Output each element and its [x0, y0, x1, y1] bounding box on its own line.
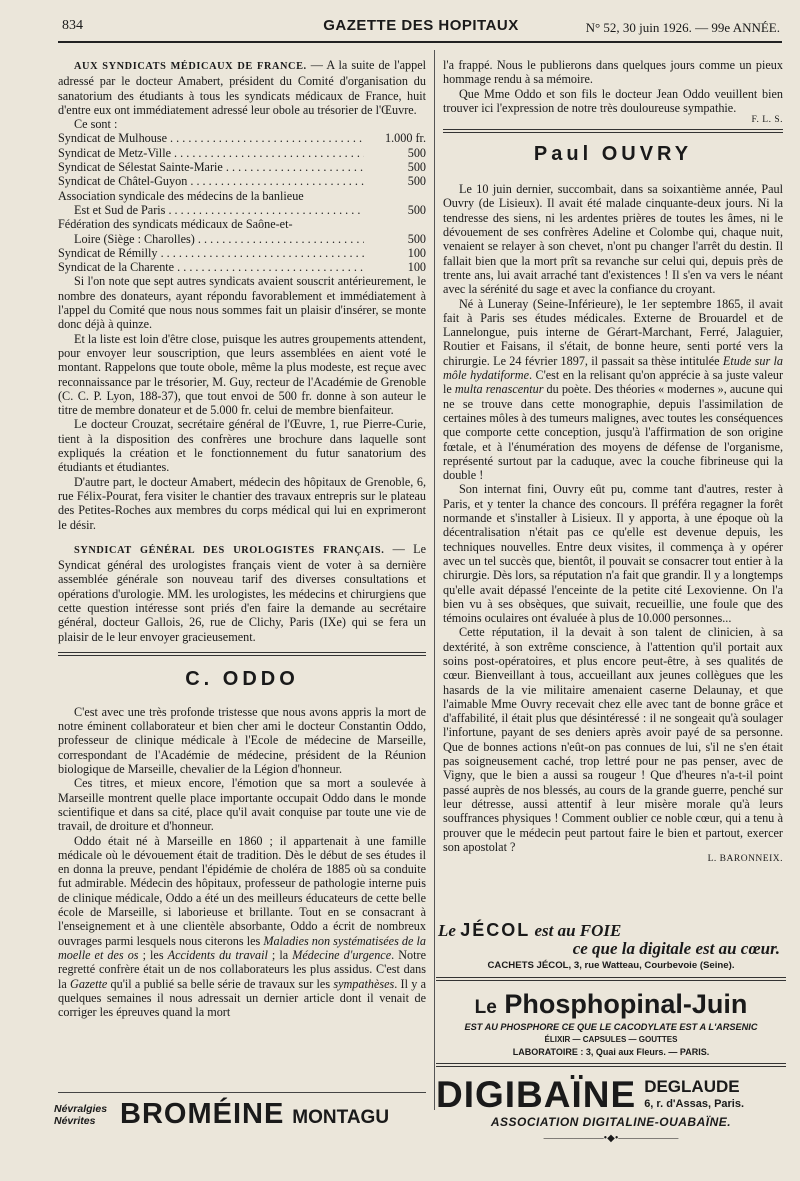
list-item: Syndicat de Sélestat Sainte-Marie . . . 500: [58, 160, 426, 174]
urologists-paragraph: SYNDICAT GÉNÉRAL DES UROLOGISTES FRANÇAIS. — Le Syndicat général des urologistes français vient de voter à sa dernière assemblée générale son nouveau tarif des diverses consultations et opérations d'urologie. MM. les urologistes, les médecins et chirurgiens que cette question intéresse sont priés d'en faire la demande au secrétaire général, docteur Gallois, 26, rue de Clichy, Paris (IXe) qui se fera un plaisir de le leur envoyer gracieusement.: [58, 541, 426, 644]
paragraph: Le docteur Crouzat, secrétaire général de l'Œuvre, 1, rue Pierre-Curie, tient à la disposition des confrères une brochure dans laquelle sont expliqués la création et le fonctionnement du futur sanatorium des étudiants et étudiantes.: [58, 417, 426, 475]
bromeine-ad: [54, 1098, 426, 1131]
paragraph: Le 10 juin dernier, succombait, dans sa soixantième année, Paul Ouvry (de Lisieux). Il avait été malade cinquante-deux jours. Ni la tendresse des siens, ni les ardentes prières de toutes les âmes, ni le dévouement de ses confrères Adeline et Colombe qui, chaque nuit, venaient se relayer à son chevet, n'ont pu changer l'arrêt du destin. Il fallait bien que la mort prît sa revanche sur celui qui, depuis près de trente ans, lui avait arraché tant d'existences ! Il s'en va vers le néant avec la sérénité du sage et avec la confiance du croyant.: [443, 182, 783, 297]
paragraph: Si l'on note que sept autres syndicats avaient souscrit antérieurement, le nombre des donateurs, ayant répondu favorablement et immédiatement à l'appel du Comité que nous nous sommes fait un plaisir d'insérer, se monte donc déjà à quinze.: [58, 274, 426, 332]
page-header: [62, 14, 780, 40]
paragraph: l'a frappé. Nous le publierons dans quelques jours comme un pieux hommage rendu à sa mémoire.: [443, 58, 783, 87]
phosphopinal-slogan: EST AU PHOSPHORE CE QUE LE CACODYLATE EST A L'ARSENIC: [464, 1022, 758, 1032]
digibaine-maker: DEGLAUDE: [644, 1076, 740, 1096]
bottom-rule: [58, 1092, 426, 1093]
list-item: Syndicat de Mulhouse . . . 1.000 fr.: [58, 131, 426, 145]
paragraph: D'autre part, le docteur Amabert, médecin des hôpitaux de Grenoble, 6, rue Félix-Pourat, fera visiter le chantier des travaux entrepris sur le plateau des Petites-Roches aux membres du corps médical qui lui en exprimeront le désir.: [58, 474, 426, 532]
paragraph: C'est avec une très profonde tristesse que nous avons appris la mort de notre éminent collaborateur et bien cher ami le docteur Constantin Oddo, professeur de clinique médicale à l'Ecole de médecine de Marseille, correspondant de l'Académie de médecine, président de la Réunion biologique de Marseille, chevalier de la Légion d'honneur.: [58, 704, 426, 777]
list-item: Fédération des syndicats médicaux de Saône-et-: [58, 217, 293, 232]
list-item: Syndicat de Rémilly . . . 100: [58, 246, 426, 260]
phosphopinal-name: Le Phosphopinal-Juin: [474, 989, 748, 1019]
list-item: Syndicat de Metz-Ville . . . 500: [58, 146, 426, 160]
paragraph: Né à Luneray (Seine-Inférieure), le 1er septembre 1865, il avait fait à Paris ses études médicales. Externe de Brouardel et de Lannelongue, puis interne de Gérart-Marchant, Ferré, Jalaguier, Routier et Faisans, il s'était, de bonne heure, senti porté vers la chirurgie. Le 24 février 1897, il passait sa thèse intitulée Etude sur la môle hydatiforme. C'est en la relisant qu'on apprécie à sa juste valeur le multa renascentur du poète. Des théories « modernes », aucune qui ne se trouve dans cette monographie, depuis l'assimilation de certaines môles à des tumeurs malignes, avec toutes les conséquences que comporte cette conception, jusqu'à l'affirmation de son origine fœtale, et à l'énumération des moyens de défense de l'organisme, représenté surtout par la caduque, avec la couche fibrineuse qui la double !: [443, 296, 784, 483]
page-number: 834: [62, 18, 83, 33]
signature: F. L. S.: [751, 115, 783, 126]
paragraph: Cette réputation, il la devait à son talent de clinicien, à sa dextérité, à son extrême conscience, à l'attention qu'il portait aux soins post-opératoires, et plus encore peut-être, à ses qualités de cœur. Bienveillant à tous, accueillant aux jeunes collègues que les hasards de la vie militaire amenaient caserne Delaunay, et que l'aimable Mme Ouvry recevait chez elle avec tant de bonne grâce et d'affabilité, il était plus que désintéressé : il ne songeait qu'à soulager l'infortune, payant de ses deniers après avoir payé de sa personne. Que de bonnes actions n'eût-on pas connues de lui, s'il ne s'en était pas soigneusement caché, trop lettré pour ne pas penser, avec de Vigny, que le bien a aussi sa rougeur ! Que d'heures n'a-t-il point passé auprès de nos blessés, au cours de la grande guerre, penché sur leur détresse, aussi attentif à leur misère morale qu'à leurs souffrances physiques ! Comment oublier ce noble cœur, qui a tenu à prouver que le médecin peut partout faire le bien et partout, exercer son apostolat ?: [443, 625, 783, 854]
right-column: [443, 58, 783, 864]
paragraph: Ces titres, et mieux encore, l'émotion que sa mort a soulevée à Marseille montrent quelle place importante occupait Oddo dans le monde scientifique et dans sa cité, place qu'il avait conquise par toute une vie de travail, de droiture et d'honneur.: [58, 776, 426, 834]
jecol-ad-line1: Le JÉCOL est au FOIE: [438, 920, 622, 940]
list-item: Association syndicale des médecins de la banlieue: [58, 188, 304, 203]
urologists-heading: SYNDICAT GÉNÉRAL DES UROLOGISTES FRANÇAIS.: [74, 544, 385, 556]
jecol-ad-line2: ce que la digitale est au cœur.: [572, 939, 780, 958]
ad-rule: [436, 977, 786, 981]
column-separator: [434, 50, 435, 1110]
donor-list: [58, 131, 426, 274]
list-item: Syndicat de Châtel-Guyon . . . 500: [58, 174, 426, 188]
list-intro: Ce sont :: [74, 117, 118, 132]
signature: L. BARONNEIX.: [707, 854, 783, 865]
bromeine-name: BROMÉINE: [120, 1098, 285, 1130]
oddo-title: C. ODDO: [185, 667, 299, 690]
jecol-address: CACHETS JÉCOL, 3, rue Watteau, Courbevoie (Seine).: [487, 960, 735, 971]
advertisements: [436, 920, 786, 1144]
left-column: [58, 58, 426, 1019]
phosphopinal-lab: LABORATOIRE : 3, Quai aux Fleurs. — PARIS.: [512, 1047, 710, 1057]
list-item: Est et Sud de Paris . . . 500: [58, 203, 426, 217]
digibaine-name: DIGIBAÏNE: [436, 1074, 637, 1115]
paragraph: Son internat fini, Ouvry eût pu, comme tant d'autres, rester à Paris, et y tenter la chance des concours. Il préféra regagner la forêt normande et s'installer à Lisieux. Il y apporta, à une époque où la décentralisation n'était pas ce qu'elle est devenue depuis, les techniques nouvelles. Entre deux visites, il commença à y opérer avec un tel succès que, bientôt, il pouvait se consacrer tout entier à la chirurgie. Dès lors, sa réputation n'a fait que grandir. Il y a longtemps qu'elle avait dépassé l'enceinte de la petite cité Lexovienne. On l'a bien vu à ses obsèques, que suivait, recueillie, une foule que des témoins oculaires ont évaluée à plus de 10.000 personnes...: [443, 482, 783, 626]
bromeine-maker: MONTAGU: [292, 1106, 390, 1128]
list-item: Syndicat de la Charente . . . 100: [58, 260, 426, 274]
paragraph: Que Mme Oddo et son fils le docteur Jean Oddo veuillent bien trouver ici l'expression de notre très douloureuse sympathie.: [443, 86, 783, 115]
section-rule: [58, 652, 426, 656]
phosphopinal-forms: ÉLIXIR — CAPSULES — GOUTTES: [544, 1035, 678, 1044]
paragraph: Et la liste est loin d'être close, puisque les autres groupements attendent, pour envoyer leur souscription, que leurs assemblées en aient voté le montant. Rappelons que toute obole, même la plus modeste, est reçue avec reconnaissance par le trésorier, M. Guy, recteur de l'Académie de Grenoble (C. C. P. Lyon, 188-37), que tout envoi de 500 fr. donne à son auteur le titre de membre donateur et de 5.000 fr. celui de membre bienfaiteur.: [58, 331, 426, 418]
journal-title: GAZETTE DES HOPITAUX: [323, 17, 519, 34]
digibaine-slogan: ASSOCIATION DIGITALINE-OUABAÏNE.: [490, 1115, 732, 1129]
issue-date: N° 52, 30 juin 1926. — 99e ANNÉE.: [585, 20, 780, 35]
bromeine-indication: Névralgies Névrites: [54, 1102, 108, 1127]
ad-rule: [436, 1063, 786, 1067]
list-item: Loire (Siège : Charolles) . . . 500: [58, 232, 426, 246]
digibaine-address: 6, r. d'Assas, Paris.: [644, 1097, 745, 1110]
header-rule: [58, 41, 782, 43]
ouvry-title: Paul OUVRY: [533, 143, 693, 166]
syndicats-paragraph: AUX SYNDICATS MÉDICAUX DE FRANCE. — A la suite de l'appel adressé par le docteur Amabert, président du Comité d'organisation du sanatorium des étudiants à tous les syndicats médicaux de France, huit d'entre eux ont immédiatement adressé leur obole au trésorier de l'Œuvre.: [58, 58, 426, 117]
digibaine-ad: [436, 1074, 786, 1115]
paragraph: Oddo était né à Marseille en 1860 ; il appartenait à une famille médicale où le dévouement était de tradition. Dès le début de ses études il en donna la preuve, pendant l'épidémie de choléra de 1885 où sa conduite fut admirable. Médecin des hôpitaux, professeur de pathologie interne puis de clinique médicale, Oddo a été un des meilleurs éducateurs de cette belle école de Marseille, si laborieuse et brillante. Tout en se consacrant à l'enseignement et à une clientèle absorbante, Oddo a écrit de nombreux ouvrages parmi lesquels nous citerons les Maladies non systématisées de la moelle et des os ; les Accidents du travail ; la Médecine d'urgence. Notre regretté confrère était un de nos collaborateurs les plus assidus. C'est dans la Gazette qu'il a publié sa belle série de travaux sur les sympathèses. Il y a quelques semaines il nous adressait un dernier article dont il venait de corriger les épreuves quand la mort: [58, 833, 426, 1020]
section-rule: [443, 129, 783, 133]
ornament-icon: ——————•◆•——————: [543, 1133, 679, 1144]
syndicats-heading: AUX SYNDICATS MÉDICAUX DE FRANCE.: [74, 61, 307, 72]
